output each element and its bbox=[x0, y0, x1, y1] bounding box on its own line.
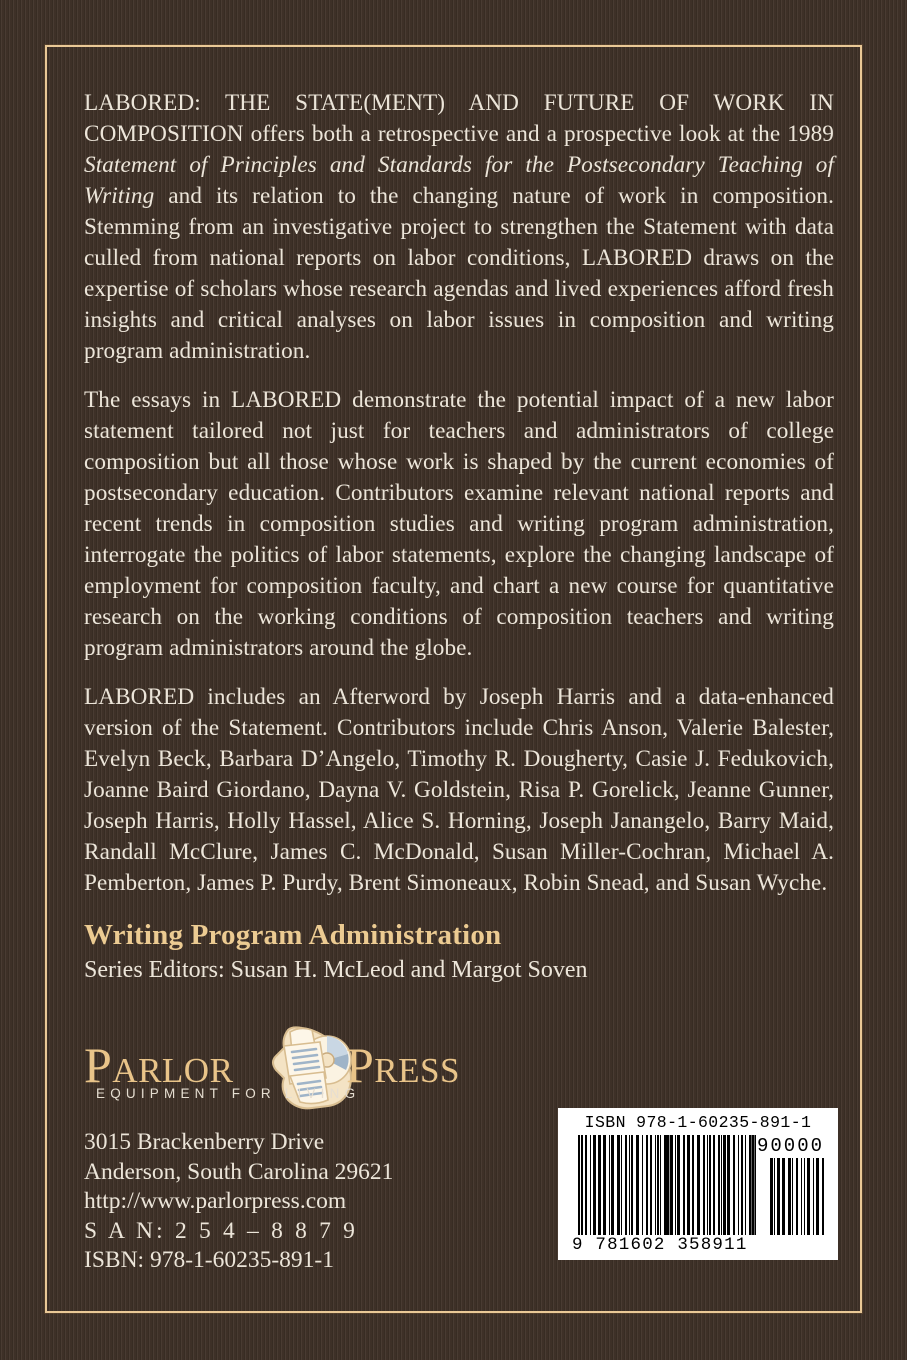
publisher-website[interactable]: http://www.parlorpress.com bbox=[84, 1188, 347, 1214]
barcode-main-bars bbox=[578, 1135, 756, 1235]
barcode-addon-bars bbox=[770, 1158, 826, 1235]
publisher-address-block bbox=[84, 1128, 514, 1276]
blurb-paragraph-1-lead: LABORED: THE STATE(MENT) AND FUTURE OF WORK IN COMPOSITION offers both a retrospective and a prospective look at the 1989 bbox=[84, 90, 834, 147]
blurb-paragraph-3: LABORED includes an Afterword by Joseph Harris and a data-enhanced version of the Statement. Contributors include Chris Anson, Valerie Balester, Evelyn Beck, Barbara D’Angelo, Timothy R. Dougherty, Casie J. Fedukovich, Joanne Baird Giordano, Dayna V. Goldstein, Risa P. Gorelick, Jeanne Gunner, Joseph Harris, Holly Hassel, Alice S. Horning, Joseph Janangelo, Barry Maid, Randall McClure, James C. McDonald, Susan Miller-Cochran, Michael A. Pemberton, James P. Purdy, Brent Simoneaux, Robin Snead, and Susan Wyche. bbox=[84, 684, 834, 896]
isbn-number: ISBN: 978-1-60235-891-1 bbox=[84, 1247, 334, 1273]
barcode-isbn-label: ISBN 978-1-60235-891-1 bbox=[584, 1113, 812, 1132]
series-title: Writing Program Administration bbox=[84, 919, 502, 951]
barcode-price-addon-digits: 90000 bbox=[756, 1135, 824, 1157]
address-city-state-zip: Anderson, South Carolina 29621 bbox=[84, 1158, 394, 1185]
publisher-name-parlor: Parlor bbox=[84, 1037, 234, 1093]
isbn-barcode bbox=[558, 1108, 838, 1260]
blurb-paragraph-1-italic-title: Statement of Principles and Standards for the Postsecondary Teaching of Writing bbox=[84, 152, 834, 209]
blurb-paragraph-1 bbox=[84, 88, 834, 367]
address-street: 3015 Brackenberry Drive bbox=[84, 1129, 325, 1155]
series-info-block bbox=[84, 918, 784, 986]
publisher-tagline: EQUIPMENT FOR LIVING bbox=[96, 1086, 361, 1101]
publisher-name-press: Press bbox=[346, 1037, 460, 1093]
blurb-text-block bbox=[84, 88, 834, 899]
publisher-logo bbox=[84, 1018, 504, 1114]
san-number: S A N: 2 5 4 – 8 8 7 9 bbox=[84, 1217, 359, 1244]
scroll-and-disc-logo-mark-icon bbox=[254, 1016, 358, 1116]
series-editors: Series Editors: Susan H. McLeod and Margot Soven bbox=[84, 957, 588, 983]
blurb-paragraph-2: The essays in LABORED demonstrate the potential impact of a new labor statement tailored not just for teachers and administrators of college composition but all those whose work is shaped by the current economies of postsecondary education. Contributors examine relevant national reports and recent trends in composition studies and writing program administration, interrogate the politics of labor statements, explore the changing landscape of employment for composition faculty, and chart a new course for quantitative research on the working conditions of composition teachers and writing program administrators around the globe. bbox=[84, 387, 834, 661]
barcode-human-readable-digits: 9 781602 358911 bbox=[572, 1235, 748, 1255]
blurb-paragraph-1-tail: and its relation to the changing nature of work in composition. Stemming from an investigative project to strengthen the Statement with data culled from national reports on labor conditions, LABORED draws on the expertise of scholars whose research agendas and lived experiences afford fresh insights and critical analyses on labor issues in composition and writing program administration. bbox=[84, 183, 834, 364]
